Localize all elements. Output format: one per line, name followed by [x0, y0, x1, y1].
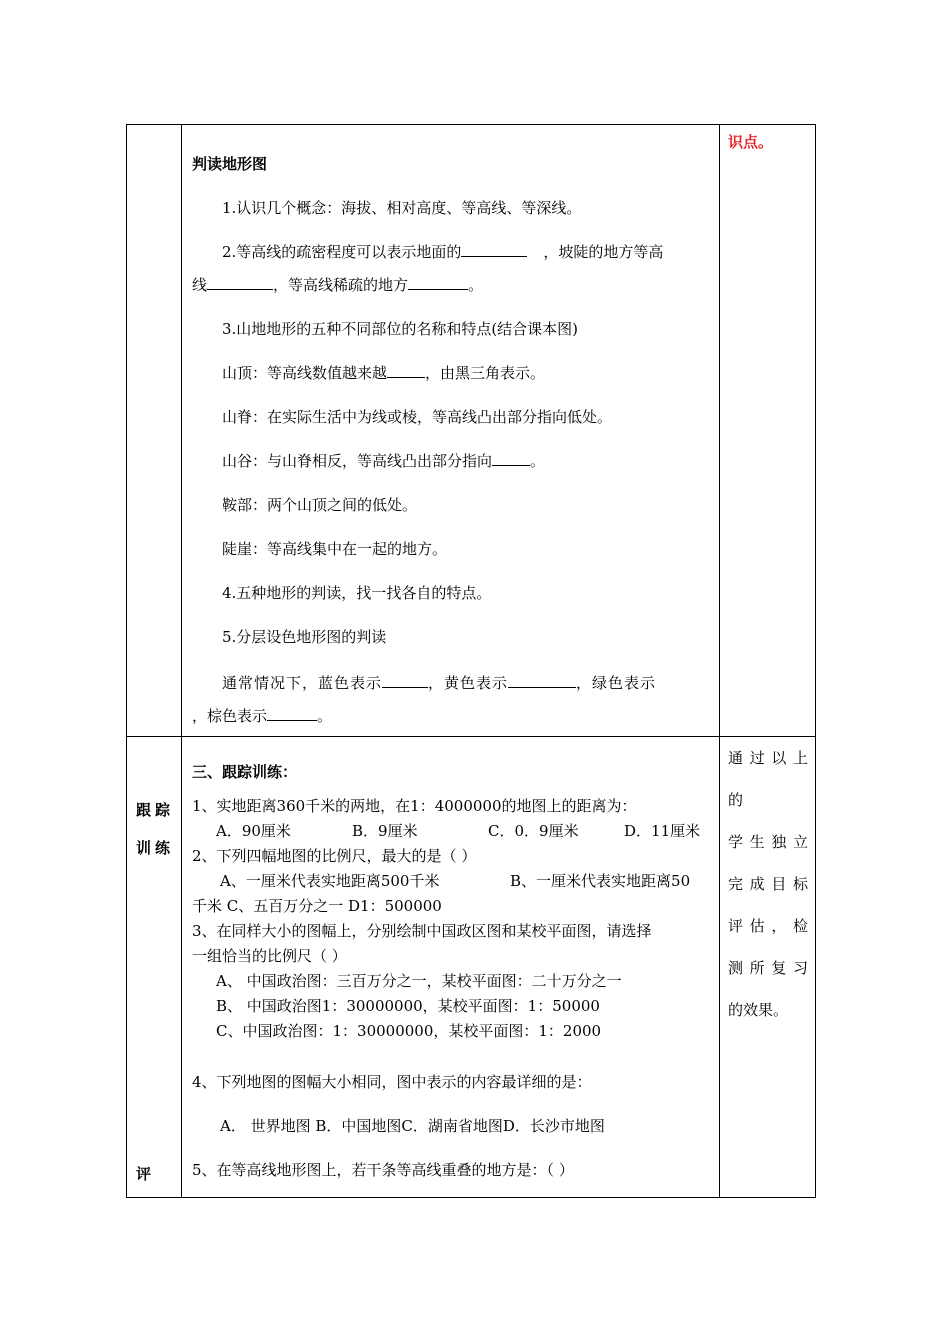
- note-line: 通过以上: [728, 749, 808, 767]
- note-cell: [720, 125, 816, 737]
- content-cell: [182, 125, 720, 737]
- item-4: 4.五种地形的判读，找一找各自的特点。: [222, 584, 492, 602]
- label-line-3: 评: [136, 1165, 152, 1183]
- label-line-2: 训练: [136, 839, 175, 857]
- item-3: 3.山地地形的五种不同部位的名称和特点(结合课本图): [222, 320, 579, 338]
- note-text: 识点。: [728, 133, 774, 151]
- color-line1: 通常情况下，蓝色表示 ，黄色表示 ，绿色表示: [222, 674, 657, 692]
- question-3-line1: 3、在同样大小的图幅上，分别绘制中国政区图和某校平面图，请选择: [192, 922, 652, 940]
- label-line-1: 跟踪: [136, 801, 175, 819]
- note-line: 的: [728, 791, 744, 809]
- item-5: 5.分层设色地形图的判读: [222, 628, 387, 646]
- section-heading: 判读地形图: [192, 155, 268, 173]
- question-1: 1、实地距离360千米的两地，在1：4000000的地图上的距离为：: [192, 797, 637, 815]
- question-2: 2、下列四幅地图的比例尺，最大的是（ ）: [192, 847, 477, 865]
- q2-options-line1: A、一厘米代表实地距离500千米 B、一厘米代表实地距离50: [220, 872, 691, 890]
- answer-blank[interactable]: [492, 450, 530, 466]
- q3-option-b[interactable]: B、 中国政治图1：30000000，某校平面图：1：50000: [216, 997, 600, 1015]
- q2-options-line2: 千米 C、五百万分之一 D1：500000: [192, 897, 442, 915]
- question-3-line2: 一组恰当的比例尺（ ）: [192, 947, 347, 965]
- evaluation-note: [728, 737, 808, 1031]
- note-line: 测所复习: [728, 959, 808, 977]
- q3-option-c[interactable]: C、中国政治图：1：30000000，某校平面图：1：2000: [216, 1022, 602, 1040]
- q1-option-d[interactable]: D．11厘米: [624, 822, 701, 840]
- answer-blank[interactable]: [508, 672, 576, 688]
- lesson-table: [126, 124, 816, 1198]
- note-line: 评估，检: [728, 917, 808, 935]
- note-line: 完成目标: [728, 875, 808, 893]
- item-2-line1: 2.等高线的疏密程度可以表示地面的 ，坡陡的地方等高: [222, 243, 664, 261]
- note-line: 的效果。: [728, 1001, 789, 1019]
- q1-option-a[interactable]: A．90厘米: [216, 822, 291, 840]
- q3-option-a[interactable]: A、 中国政治图：三百万分之一，某校平面图：二十万分之一: [216, 972, 622, 990]
- answer-blank[interactable]: [461, 241, 527, 257]
- answer-blank[interactable]: [387, 362, 425, 378]
- q1-option-c[interactable]: C．0．9厘米: [488, 822, 579, 840]
- answer-blank[interactable]: [207, 274, 273, 290]
- item-1: 1.认识几个概念：海拔、相对高度、等高线、等深线。: [222, 199, 582, 217]
- table-row: [127, 125, 816, 737]
- item-2-line2: 线 ，等高线稀疏的地方 。: [192, 276, 484, 294]
- note-line: 学生独立: [728, 833, 808, 851]
- answer-blank[interactable]: [382, 672, 428, 688]
- evaluation-note-cell: [720, 737, 816, 1198]
- color-line2: ，棕色表示 。: [192, 707, 333, 725]
- answer-blank[interactable]: [408, 274, 468, 290]
- q4-options[interactable]: A． 世界地图 B．中国地图C．湖南省地图D．长沙市地图: [220, 1117, 605, 1135]
- cliff-line: 陡崖：等高线集中在一起的地方。: [222, 540, 448, 558]
- question-5: 5、在等高线地形图上，若干条等高线重叠的地方是：（ ）: [192, 1161, 574, 1179]
- q1-option-b[interactable]: B．9厘米: [352, 822, 418, 840]
- label-cell: [127, 737, 182, 1198]
- valley-line: 山谷：与山脊相反，等高线凸出部分指向 。: [222, 452, 546, 470]
- peak-line: 山顶：等高线数值越来越 ，由黑三角表示。: [222, 364, 546, 382]
- exercise-cell: [182, 737, 720, 1198]
- answer-blank[interactable]: [267, 705, 317, 721]
- left-cell: [127, 125, 182, 737]
- saddle-line: 鞍部：两个山顶之间的低处。: [222, 496, 418, 514]
- q1-options: [216, 820, 700, 841]
- table-row: [127, 737, 816, 1198]
- question-4: 4、下列地图的图幅大小相同，图中表示的内容最详细的是：: [192, 1073, 592, 1091]
- exercise-heading: 三、跟踪训练：: [192, 763, 298, 781]
- ridge-line: 山脊：在实际生活中为线或棱，等高线凸出部分指向低处。: [222, 408, 613, 426]
